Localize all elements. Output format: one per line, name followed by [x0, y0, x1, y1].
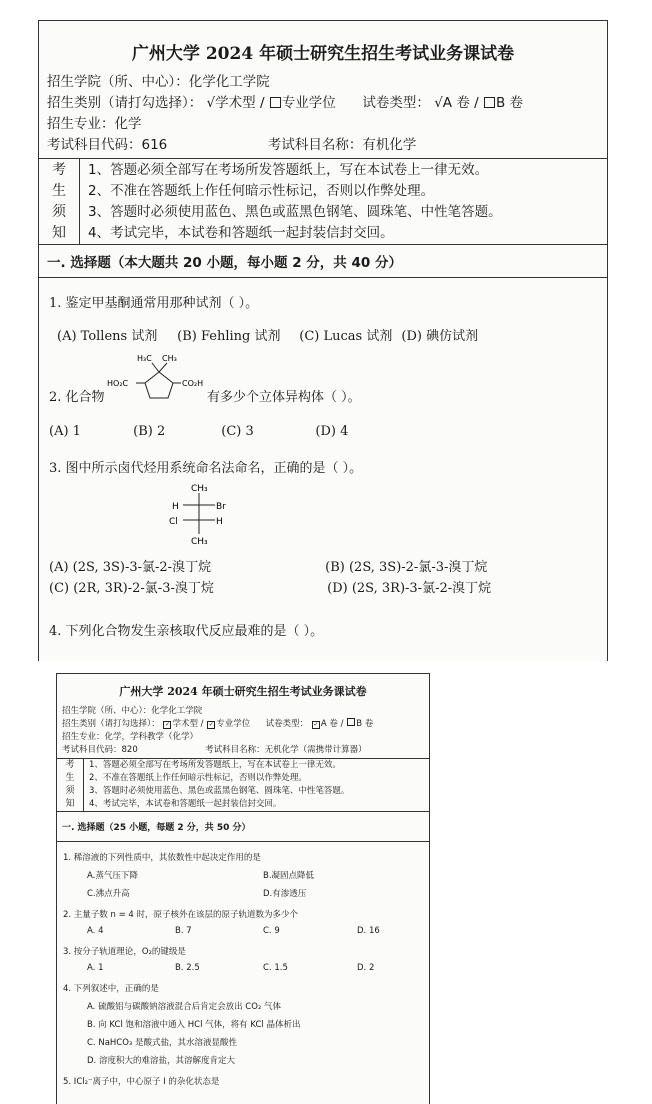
- checkbox-professional: ✓: [208, 721, 214, 728]
- question-list: [39, 292, 607, 639]
- option: C. 9: [263, 926, 280, 936]
- category-professional: 专业学位: [216, 719, 251, 729]
- section-heading: 一. 选择题（25 小题，每题 2 分，共 50 分）: [57, 812, 429, 842]
- major-line: 招生专业：化学: [47, 116, 142, 132]
- notice-item: 2、不准在答题纸上作任何暗示性标记，否则以作弊处理。: [89, 773, 307, 783]
- cyclopentane-dicarboxylic-acid-structure: [107, 350, 207, 410]
- question-3-options-row2: [49, 577, 607, 596]
- fischer-projection: [49, 482, 607, 548]
- option: A.蒸气压下降: [87, 871, 138, 881]
- question-list: [57, 851, 429, 1087]
- exam-notice: [57, 758, 429, 812]
- option: (C) 3: [221, 424, 254, 439]
- paper-type-a: √A 卷 /: [434, 95, 479, 111]
- question-2-options: [49, 424, 607, 439]
- notice-char: 生: [52, 183, 66, 199]
- category-line: [47, 93, 607, 114]
- option: D. 16: [357, 926, 380, 936]
- paper-type-label: 试卷类型：: [362, 95, 430, 111]
- checkbox-type-a: ✓: [313, 721, 319, 728]
- college-line: 招生学院（所、中心）：化学化工学院: [62, 706, 203, 716]
- paper-title: 广州大学 2024 年硕士研究生招生考试业务课试卷: [131, 44, 515, 64]
- question-4: 4. 下列叙述中，正确的是: [63, 984, 159, 994]
- category-academic: √学术型 /: [206, 95, 265, 111]
- question-1: 1. 鉴定甲基酮通常用那种试剂（ ）。: [49, 296, 259, 311]
- checkbox-type-b: [484, 97, 495, 108]
- notice-item: 3、答题时必须使用蓝色、黑色或蓝黑色钢笔、圆珠笔、中性笔答题。: [88, 204, 502, 220]
- option: (B) 2: [133, 424, 166, 439]
- struct-label: H: [172, 502, 179, 512]
- option: B. 7: [175, 926, 192, 936]
- struct-label: H: [216, 517, 223, 527]
- question-1-options-row2: [63, 887, 429, 899]
- question-5: 5. ICl₂⁻离子中，中心原子 I 的杂化状态是: [63, 1077, 220, 1087]
- notice-char: 生: [65, 773, 75, 783]
- exam-paper-inorganic: [56, 673, 430, 1104]
- notice-char: 考: [65, 760, 75, 770]
- question-2-suffix: 有多少个立体异构体（ ）。: [207, 390, 361, 405]
- paper-header-info: [39, 72, 607, 156]
- notice-char: 知: [65, 799, 75, 809]
- option: D. 溶度积大的难溶盐，其溶解度肯定大: [87, 1056, 235, 1066]
- option: C. NaHCO₃ 是酸式盐，其水溶液显酸性: [87, 1038, 238, 1048]
- exam-notice: [39, 158, 607, 245]
- option: (C) (2R, 3R)-2-氯-3-溴丁烷: [49, 581, 214, 596]
- question-4-option-b: [63, 1018, 429, 1030]
- option: (D) 4: [315, 424, 349, 439]
- subject-code: 考试科目代码：616: [47, 137, 168, 153]
- question-1-options: [49, 325, 607, 344]
- fischer-projection-structure: [169, 482, 229, 546]
- struct-label: CH₃: [162, 354, 177, 363]
- option: B. 2.5: [175, 963, 200, 973]
- question-2: 2. 主量子数 n = 4 时，原子核外在该层的原子轨道数为多少个: [63, 910, 299, 920]
- notice-char: 知: [52, 225, 66, 241]
- paper-header-info: [57, 705, 429, 757]
- struct-label: Br: [216, 502, 226, 512]
- notice-char: 须: [65, 786, 75, 796]
- option: D.有渗透压: [263, 889, 307, 899]
- option: A. 4: [87, 926, 104, 936]
- notice-char: 须: [52, 204, 66, 220]
- question-4-option-d: [63, 1054, 429, 1066]
- notice-item: 4、考试完毕，本试卷和答题纸一起封装信封交回。: [89, 799, 282, 809]
- notice-list: [84, 759, 349, 811]
- category-academic: 学术型 /: [172, 719, 204, 729]
- college-line: 招生学院（所、中心）：化学化工学院: [47, 74, 270, 90]
- question-4-option-c: [63, 1036, 429, 1048]
- checkbox-academic: ✓: [164, 721, 170, 728]
- option: (C) Lucas 试剂: [299, 329, 393, 344]
- paper-type-label: 试卷类型：: [265, 719, 309, 729]
- option: (B) Fehling 试剂: [177, 329, 281, 344]
- question-3: 3. 按分子轨道理论，O₂的键级是: [63, 947, 186, 957]
- question-3-options: [63, 963, 429, 973]
- checkbox-type-b: [347, 718, 355, 726]
- struct-label: H₃C: [137, 354, 152, 363]
- paper-type-a: A 卷 /: [320, 719, 344, 729]
- struct-label: CH₃: [191, 537, 208, 546]
- option: (D) (2S, 3R)-3-氯-2-溴丁烷: [327, 581, 492, 596]
- question-1-options: [63, 869, 429, 881]
- notice-item: 1、答题必须全部写在考场所发答题纸上，写在本试卷上一律无效。: [88, 162, 489, 178]
- option: A. 1: [87, 963, 104, 973]
- option: C.沸点升高: [87, 889, 130, 899]
- struct-label: CH₃: [191, 484, 208, 494]
- notice-item: 2、不准在答题纸上作任何暗示性标记，否则以作弊处理。: [88, 183, 435, 199]
- option: B.凝固点降低: [263, 871, 315, 881]
- question-3: 3. 图中所示卤代烃用系统命名法命名，正确的是（ ）。: [49, 461, 363, 476]
- option: (A) 1: [49, 424, 81, 439]
- option: (B) (2S, 3S)-2-氯-3-溴丁烷: [325, 560, 488, 575]
- subject-name: 考试科目名称：有机化学: [267, 137, 417, 153]
- notice-item: 4、考试完毕，本试卷和答题纸一起封装信封交回。: [88, 225, 394, 241]
- notice-item: 1、答题必须全部写在考场所发答题纸上，写在本试卷上一律无效。: [89, 760, 341, 770]
- category-line: [62, 718, 429, 731]
- question-3-options: [49, 556, 607, 575]
- question-4-option-a: [63, 1000, 429, 1012]
- struct-label: HO₂C: [107, 379, 129, 388]
- option: (A) (2S, 3S)-3-氯-2-溴丁烷: [49, 560, 212, 575]
- option: B. 向 KCl 饱和溶液中通入 HCl 气体，将有 KCl 晶体析出: [87, 1020, 301, 1030]
- subject-name: 考试科目名称：无机化学（需携带计算器）: [205, 745, 367, 755]
- question-2-prefix: 2. 化合物: [49, 390, 105, 405]
- option: (D) 碘仿试剂: [401, 329, 479, 344]
- notice-item: 3、答题时必须使用蓝色、黑色或蓝黑色钢笔、圆珠笔、中性笔答题。: [89, 786, 350, 796]
- category-prefix: 招生类别（请打勾选择）：: [47, 95, 203, 111]
- checkbox-professional: [270, 97, 281, 108]
- notice-label: [57, 759, 84, 811]
- question-1: 1. 稀溶液的下列性质中，其依数性中起决定作用的是: [63, 853, 261, 863]
- option: C. 1.5: [263, 963, 288, 973]
- category-prefix: 招生类别（请打勾选择）：: [62, 719, 160, 729]
- paper-type-b: B 卷: [356, 719, 374, 729]
- subject-code: 考试科目代码：820: [62, 745, 138, 755]
- struct-label: CO₂H: [182, 379, 204, 388]
- subject-line: [47, 135, 607, 156]
- option: A. 硫酸铝与碳酸钠溶液混合后肯定会放出 CO₂ 气体: [87, 1002, 282, 1012]
- question-2: [49, 350, 607, 422]
- paper-title: 广州大学 2024 年硕士研究生招生考试业务课试卷: [119, 685, 367, 698]
- notice-label: [39, 159, 80, 244]
- major-line: 招生专业：化学，学科教学（化学）: [62, 732, 199, 742]
- question-2-options: [63, 926, 429, 936]
- category-professional: 专业学位: [281, 95, 336, 111]
- notice-list: [80, 159, 502, 244]
- option: D. 2: [357, 963, 375, 973]
- notice-char: 考: [52, 162, 66, 178]
- paper-type-b: B 卷: [495, 95, 524, 111]
- question-4: 4. 下列化合物发生亲核取代反应最难的是（ ）。: [49, 624, 324, 639]
- option: (A) Tollens 试剂: [57, 329, 158, 344]
- section-heading: 一. 选择题（本大题共 20 小题，每小题 2 分，共 40 分）: [39, 245, 607, 278]
- struct-label: Cl: [169, 517, 178, 527]
- exam-paper-organic: [38, 20, 608, 661]
- subject-line: [62, 744, 429, 757]
